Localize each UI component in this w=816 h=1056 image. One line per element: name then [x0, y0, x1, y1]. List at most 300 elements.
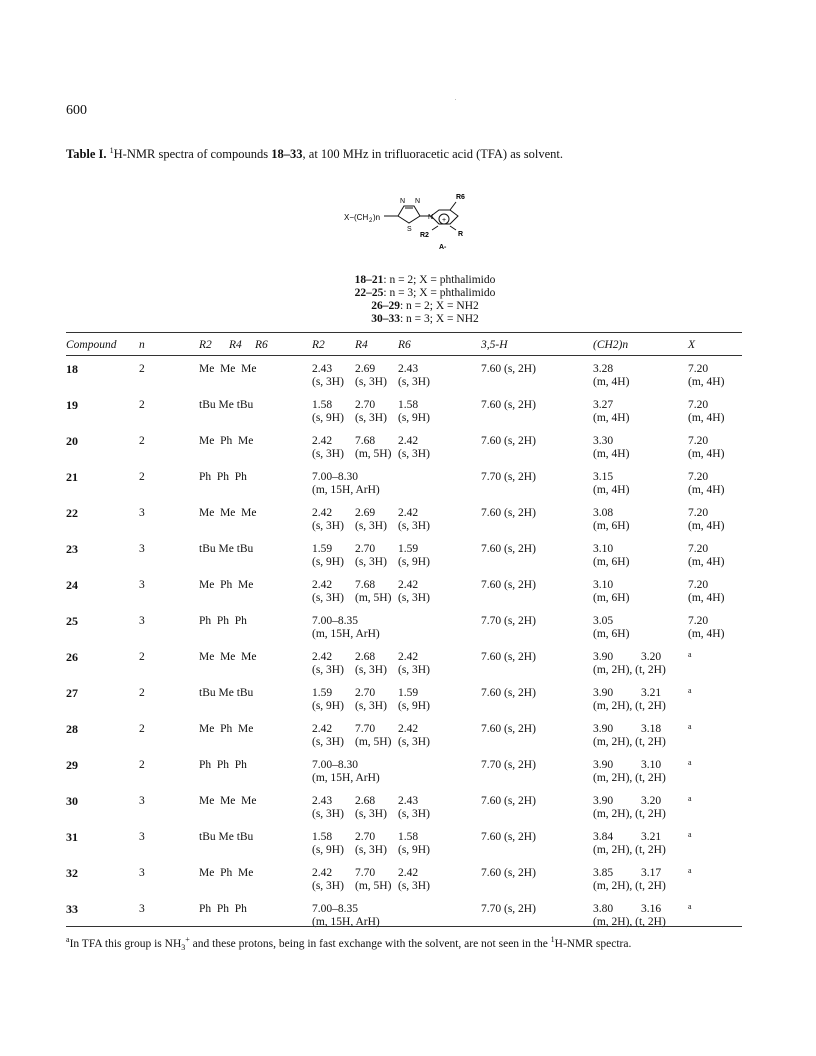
r4-shift-value: 2.69	[355, 363, 376, 375]
r4-shift-value: 2.68	[355, 651, 376, 663]
substituents: Ph Ph Ph	[199, 471, 247, 483]
caption-label: Table I.	[66, 147, 107, 162]
r6-shift-value: 2.42	[398, 651, 419, 663]
h35-shift: 7.60 (s, 2H)	[481, 651, 536, 663]
substituents: Me Ph Me	[199, 723, 254, 735]
r2-shift	[312, 543, 344, 569]
r4-shift	[355, 435, 391, 461]
r2-shift-multiplicity: (s, 3H)	[312, 664, 344, 676]
structure-n-ring: N	[428, 214, 434, 221]
x-footnote-ref: a	[688, 758, 692, 767]
r2-shift-multiplicity: (s, 3H)	[312, 448, 344, 460]
r2-shift-value: 1.58	[312, 399, 333, 411]
chain-length: 3	[139, 507, 145, 519]
r4-shift-value: 7.70	[355, 723, 376, 735]
ch2-shift-multiplicity: (m, 2H), (t, 2H)	[593, 880, 666, 892]
table-row	[0, 651, 816, 687]
compound-number: 22	[66, 506, 78, 520]
r4-shift	[355, 363, 387, 389]
ch2-shift	[593, 399, 629, 425]
ch2-shift-multiplicity: (m, 4H)	[593, 484, 630, 496]
r4-shift-value: 7.70	[355, 867, 376, 879]
r4-shift-multiplicity: (m, 5H)	[355, 880, 392, 892]
caption-end: , at 100 MHz in trifluoracetic acid (TFA) as solvent.	[302, 147, 563, 162]
compound-number: 29	[66, 758, 78, 772]
svg-text:)n: )n	[373, 213, 381, 222]
ch2-shift-multiplicity: (m, 2H), (t, 2H)	[593, 844, 666, 856]
ch2-shift-value: 3.80	[593, 903, 614, 915]
ch2-second-shift: 3.20	[641, 651, 662, 663]
compound-number: 32	[66, 866, 78, 880]
ch2-shift-multiplicity: (m, 6H)	[593, 628, 630, 640]
r6-shift	[398, 435, 430, 461]
r2-shift-value: 1.59	[312, 543, 333, 555]
r4-shift	[355, 399, 387, 425]
chain-length: 3	[139, 543, 145, 555]
legend-row: 26–29: n = 2; X = NH2	[371, 300, 479, 312]
r6-shift	[398, 723, 430, 749]
r6-shift-multiplicity: (s, 3H)	[398, 736, 430, 748]
ch2-shift-value: 3.08	[593, 507, 614, 519]
r4-shift-value: 2.70	[355, 399, 376, 411]
r2-shift-multiplicity: (s, 9H)	[312, 844, 344, 856]
caption-text: H-NMR spectra of compounds	[113, 147, 272, 162]
structure-n1: N	[400, 198, 406, 205]
r4-shift	[355, 579, 391, 605]
ch2-shift	[593, 471, 629, 497]
substituents: tBu Me tBu	[199, 687, 254, 699]
header-n: n	[139, 339, 145, 351]
x-shift	[688, 615, 724, 641]
table-caption	[66, 146, 563, 162]
substituents: Me Me Me	[199, 507, 257, 519]
r4-shift-multiplicity: (m, 5H)	[355, 592, 392, 604]
h35-shift: 7.60 (s, 2H)	[481, 543, 536, 555]
r2-shift-value: 1.59	[312, 687, 333, 699]
compound-number: 21	[66, 470, 78, 484]
r6-shift	[398, 687, 430, 713]
r6-shift	[398, 651, 430, 677]
ch2-shift-value: 3.10	[593, 543, 614, 555]
r6-shift-value: 1.58	[398, 399, 419, 411]
x-footnote-ref: a	[688, 830, 692, 839]
compound-number: 28	[66, 722, 78, 736]
table-top-rule	[66, 332, 742, 333]
x-shift	[688, 363, 724, 389]
header-ch2n: (CH2)n	[593, 339, 629, 351]
r4-shift-value: 2.70	[355, 543, 376, 555]
h35-shift: 7.60 (s, 2H)	[481, 507, 536, 519]
ch2-shift-value: 3.90	[593, 687, 614, 699]
r4-shift-multiplicity: (s, 3H)	[355, 664, 387, 676]
aryl-shift-value: 7.00–8.30	[312, 471, 358, 483]
table-row	[0, 543, 816, 579]
r6-shift-multiplicity: (s, 3H)	[398, 808, 430, 820]
x-footnote-ref: a	[688, 722, 692, 731]
substituents: Ph Ph Ph	[199, 759, 247, 771]
structure-x-label: X−(CH	[344, 213, 369, 222]
header-r6-shift: R6	[398, 339, 411, 351]
x-footnote-ref: a	[688, 686, 692, 695]
compound-number: 26	[66, 650, 78, 664]
header-r4-shift: R4	[355, 339, 368, 351]
ch2-shift-value: 3.28	[593, 363, 614, 375]
x-footnote-ref: a	[688, 866, 692, 875]
h35-shift: 7.60 (s, 2H)	[481, 399, 536, 411]
r6-shift-multiplicity: (s, 3H)	[398, 376, 430, 388]
r6-shift	[398, 795, 430, 821]
table-row	[0, 867, 816, 903]
r6-shift-multiplicity: (s, 9H)	[398, 556, 430, 568]
scan-speck	[455, 99, 456, 100]
r6-shift-multiplicity: (s, 9H)	[398, 412, 430, 424]
aryl-shift	[312, 759, 380, 785]
r6-shift	[398, 507, 430, 533]
substituents: Me Me Me	[199, 363, 257, 375]
x-footnote-ref: a	[688, 794, 692, 803]
legend-row: 18–21: n = 2; X = phthalimido	[354, 274, 496, 286]
r2-shift-value: 2.43	[312, 363, 333, 375]
r4-shift-multiplicity: (s, 3H)	[355, 844, 387, 856]
r6-shift-multiplicity: (s, 9H)	[398, 844, 430, 856]
x-shift-multiplicity: (m, 4H)	[688, 484, 725, 496]
chain-length: 2	[139, 399, 145, 411]
r2-shift	[312, 831, 344, 857]
x-shift-multiplicity: (m, 4H)	[688, 412, 725, 424]
chain-length: 3	[139, 831, 145, 843]
ch2-shift-multiplicity: (m, 2H), (t, 2H)	[593, 808, 666, 820]
r2-shift-value: 2.42	[312, 435, 333, 447]
structure-r2: R2	[420, 232, 429, 239]
r4-shift-value: 2.70	[355, 687, 376, 699]
r4-shift-value: 2.69	[355, 507, 376, 519]
r6-shift-multiplicity: (s, 3H)	[398, 880, 430, 892]
aryl-shift-value: 7.00–8.35	[312, 615, 358, 627]
substituents: tBu Me tBu	[199, 543, 254, 555]
legend-row: 22–25: n = 3; X = phthalimido	[354, 287, 496, 299]
r4-shift-multiplicity: (m, 5H)	[355, 448, 392, 460]
structure-n2: N	[415, 198, 421, 205]
compound-number: 25	[66, 614, 78, 628]
aryl-shift	[312, 471, 380, 497]
r4-shift-multiplicity: (s, 3H)	[355, 700, 387, 712]
x-shift-value: 7.20	[688, 579, 709, 591]
r2-shift-multiplicity: (s, 3H)	[312, 520, 344, 532]
aryl-shift-multiplicity: (m, 15H, ArH)	[312, 916, 380, 928]
r4-shift-value: 7.68	[355, 579, 376, 591]
header-35h: 3,5-H	[481, 339, 508, 351]
table-row	[0, 471, 816, 507]
r4-shift	[355, 831, 387, 857]
ch2-shift-value: 3.30	[593, 435, 614, 447]
substituents: Me Ph Me	[199, 867, 254, 879]
r4-shift-multiplicity: (s, 3H)	[355, 412, 387, 424]
ch2-shift-multiplicity: (m, 4H)	[593, 448, 630, 460]
header-r4-subst: R4	[229, 339, 242, 351]
table-row	[0, 687, 816, 723]
r6-shift-multiplicity: (s, 3H)	[398, 520, 430, 532]
table-bottom-rule	[66, 926, 742, 927]
r2-shift-value: 2.43	[312, 795, 333, 807]
r6-shift-value: 1.59	[398, 543, 419, 555]
r6-shift	[398, 543, 430, 569]
structure-anion: A-	[439, 244, 447, 251]
aryl-shift	[312, 615, 380, 641]
r4-shift	[355, 507, 387, 533]
ch2-second-shift: 3.16	[641, 903, 662, 915]
structure-r6: R6	[456, 194, 465, 201]
h35-shift: 7.60 (s, 2H)	[481, 435, 536, 447]
ch2-second-shift: 3.17	[641, 867, 662, 879]
ch2-shift-multiplicity: (m, 4H)	[593, 376, 630, 388]
r6-shift-value: 1.59	[398, 687, 419, 699]
substituents: tBu Me tBu	[199, 399, 254, 411]
r2-shift-multiplicity: (s, 9H)	[312, 556, 344, 568]
h35-shift: 7.60 (s, 2H)	[481, 867, 536, 879]
compound-number: 20	[66, 434, 78, 448]
ch2-shift-value: 3.10	[593, 579, 614, 591]
h35-shift: 7.60 (s, 2H)	[481, 687, 536, 699]
ch2-second-shift: 3.10	[641, 759, 662, 771]
x-shift-value: 7.20	[688, 543, 709, 555]
r6-shift-value: 2.42	[398, 723, 419, 735]
r4-shift-multiplicity: (m, 5H)	[355, 736, 392, 748]
r4-shift-value: 2.68	[355, 795, 376, 807]
r4-shift-multiplicity: (s, 3H)	[355, 808, 387, 820]
ch2-shift-value: 3.27	[593, 399, 614, 411]
structure-r: R	[458, 231, 464, 238]
x-shift	[688, 579, 724, 605]
compound-number: 18	[66, 362, 78, 376]
chain-length: 2	[139, 435, 145, 447]
r4-shift-multiplicity: (s, 3H)	[355, 556, 387, 568]
ch2-shift	[593, 543, 629, 569]
substituents: Me Me Me	[199, 795, 257, 807]
r6-shift-value: 2.42	[398, 579, 419, 591]
structure-drawing	[344, 186, 484, 262]
table-row	[0, 435, 816, 471]
r2-shift-multiplicity: (s, 9H)	[312, 412, 344, 424]
ch2-shift	[593, 435, 629, 461]
x-shift-value: 7.20	[688, 471, 709, 483]
r2-shift	[312, 651, 344, 677]
ch2-shift-value: 3.84	[593, 831, 614, 843]
r2-shift-value: 2.42	[312, 867, 333, 879]
r4-shift-multiplicity: (s, 3H)	[355, 376, 387, 388]
r4-shift	[355, 687, 387, 713]
x-footnote-ref: a	[688, 902, 692, 911]
structure-s: S	[407, 226, 412, 233]
ch2-shift-multiplicity: (m, 2H), (t, 2H)	[593, 916, 666, 928]
ch2-second-shift: 3.18	[641, 723, 662, 735]
header-r2-shift: R2	[312, 339, 325, 351]
compound-number: 23	[66, 542, 78, 556]
aryl-shift-multiplicity: (m, 15H, ArH)	[312, 484, 380, 496]
h35-shift: 7.70 (s, 2H)	[481, 615, 536, 627]
chemical-structure	[344, 186, 484, 262]
header-r6-subst: R6	[255, 339, 268, 351]
compound-number: 30	[66, 794, 78, 808]
ch2-shift-multiplicity: (m, 2H), (t, 2H)	[593, 736, 666, 748]
chain-length: 2	[139, 687, 145, 699]
r4-shift	[355, 543, 387, 569]
h35-shift: 7.60 (s, 2H)	[481, 723, 536, 735]
ch2-shift	[593, 507, 629, 533]
r4-shift-value: 7.68	[355, 435, 376, 447]
compound-number: 31	[66, 830, 78, 844]
x-shift-multiplicity: (m, 4H)	[688, 520, 725, 532]
r2-shift	[312, 723, 344, 749]
substituents: Ph Ph Ph	[199, 615, 247, 627]
substituents: Me Ph Me	[199, 435, 254, 447]
legend-row: 30–33: n = 3; X = NH2	[371, 313, 479, 325]
aryl-shift-value: 7.00–8.35	[312, 903, 358, 915]
substituents: Ph Ph Ph	[199, 903, 247, 915]
ch2-shift-value: 3.90	[593, 759, 614, 771]
r6-shift	[398, 399, 430, 425]
h35-shift: 7.70 (s, 2H)	[481, 759, 536, 771]
r6-shift-multiplicity: (s, 3H)	[398, 664, 430, 676]
r2-shift-value: 2.42	[312, 507, 333, 519]
r2-shift-multiplicity: (s, 3H)	[312, 808, 344, 820]
table-row	[0, 579, 816, 615]
h35-shift: 7.70 (s, 2H)	[481, 471, 536, 483]
r4-shift	[355, 867, 391, 893]
r6-shift	[398, 867, 430, 893]
ch2-shift-multiplicity: (m, 2H), (t, 2H)	[593, 772, 666, 784]
r6-shift-multiplicity: (s, 3H)	[398, 592, 430, 604]
ch2-shift-value: 3.90	[593, 723, 614, 735]
chain-length: 3	[139, 579, 145, 591]
r2-shift-multiplicity: (s, 3H)	[312, 736, 344, 748]
ch2-shift	[593, 363, 629, 389]
aryl-shift-multiplicity: (m, 15H, ArH)	[312, 628, 380, 640]
substituents: tBu Me tBu	[199, 831, 254, 843]
footnote-mark: a	[66, 935, 70, 944]
r4-shift-value: 2.70	[355, 831, 376, 843]
ch2-second-shift: 3.21	[641, 687, 662, 699]
r2-shift	[312, 867, 344, 893]
h35-shift: 7.60 (s, 2H)	[481, 831, 536, 843]
table-header-rule	[66, 355, 742, 356]
svg-text:2: 2	[369, 218, 373, 224]
r2-shift-multiplicity: (s, 3H)	[312, 376, 344, 388]
compound-legend	[300, 274, 550, 326]
x-shift-value: 7.20	[688, 507, 709, 519]
ch2-shift-value: 3.90	[593, 651, 614, 663]
r2-shift	[312, 687, 344, 713]
table-footnote: $^a$In TFA this group is $NH_3^+$ and these protons, being in fast exchange with the solvent, are not seen in the $^1$H-NMR spectra.	[66, 935, 632, 953]
chain-length: 2	[139, 363, 145, 375]
r2-shift	[312, 795, 344, 821]
header-compound: Compound	[66, 339, 117, 351]
ch2-second-shift: 3.20	[641, 795, 662, 807]
x-shift	[688, 507, 724, 533]
x-shift	[688, 399, 724, 425]
header-x: X	[688, 339, 696, 351]
page-number: 600	[66, 103, 87, 118]
table-row	[0, 615, 816, 651]
caption-nucleus-sup: 1	[109, 146, 114, 155]
r2-shift	[312, 579, 344, 605]
x-shift	[688, 543, 724, 569]
ch2-shift-multiplicity: (m, 6H)	[593, 520, 630, 532]
r2-shift-multiplicity: (s, 9H)	[312, 700, 344, 712]
header-r2-subst: R2	[199, 339, 212, 351]
r6-shift-value: 2.42	[398, 867, 419, 879]
x-shift-value: 7.20	[688, 363, 709, 375]
compound-number: 27	[66, 686, 78, 700]
ch2-shift-value: 3.90	[593, 795, 614, 807]
r6-shift-multiplicity: (s, 3H)	[398, 448, 430, 460]
chain-length: 2	[139, 651, 145, 663]
r2-shift-value: 2.42	[312, 651, 333, 663]
r6-shift	[398, 363, 430, 389]
x-shift-multiplicity: (m, 4H)	[688, 592, 725, 604]
r4-shift	[355, 723, 391, 749]
r6-shift	[398, 579, 430, 605]
table-row	[0, 399, 816, 435]
ch2-shift-multiplicity: (m, 6H)	[593, 556, 630, 568]
table-row	[0, 759, 816, 795]
r2-shift-value: 1.58	[312, 831, 333, 843]
aryl-shift-value: 7.00–8.30	[312, 759, 358, 771]
r6-shift-value: 2.43	[398, 363, 419, 375]
r4-shift	[355, 651, 387, 677]
ch2-shift-multiplicity: (m, 4H)	[593, 412, 630, 424]
chain-length: 2	[139, 759, 145, 771]
r6-shift	[398, 831, 430, 857]
r6-shift-value: 2.42	[398, 435, 419, 447]
r2-shift	[312, 363, 344, 389]
x-shift	[688, 435, 724, 461]
ch2-shift-value: 3.15	[593, 471, 614, 483]
x-shift-multiplicity: (m, 4H)	[688, 628, 725, 640]
ch2-second-shift: 3.21	[641, 831, 662, 843]
ch2-shift-value: 3.05	[593, 615, 614, 627]
caption-compounds: 18–33	[271, 147, 303, 162]
r2-shift-value: 2.42	[312, 579, 333, 591]
r2-shift	[312, 435, 344, 461]
table-row	[0, 831, 816, 867]
r2-shift-multiplicity: (s, 3H)	[312, 592, 344, 604]
x-shift-multiplicity: (m, 4H)	[688, 556, 725, 568]
h35-shift: 7.60 (s, 2H)	[481, 579, 536, 591]
substituents: Me Ph Me	[199, 579, 254, 591]
x-shift-multiplicity: (m, 4H)	[688, 376, 725, 388]
r2-shift	[312, 399, 344, 425]
r2-shift	[312, 507, 344, 533]
r2-shift-multiplicity: (s, 3H)	[312, 880, 344, 892]
table-row	[0, 795, 816, 831]
compound-number: 19	[66, 398, 78, 412]
h35-shift: 7.70 (s, 2H)	[481, 903, 536, 915]
table-row	[0, 723, 816, 759]
x-shift	[688, 471, 724, 497]
table-row	[0, 903, 816, 939]
ch2-shift	[593, 615, 629, 641]
x-shift-value: 7.20	[688, 435, 709, 447]
chain-length: 3	[139, 903, 145, 915]
x-shift-value: 7.20	[688, 399, 709, 411]
ch2-shift-multiplicity: (m, 6H)	[593, 592, 630, 604]
compound-number: 33	[66, 902, 78, 916]
r4-shift-multiplicity: (s, 3H)	[355, 520, 387, 532]
ch2-shift-multiplicity: (m, 2H), (t, 2H)	[593, 664, 666, 676]
r2-shift-value: 2.42	[312, 723, 333, 735]
table-row	[0, 363, 816, 399]
structure-plus: +	[442, 217, 447, 224]
